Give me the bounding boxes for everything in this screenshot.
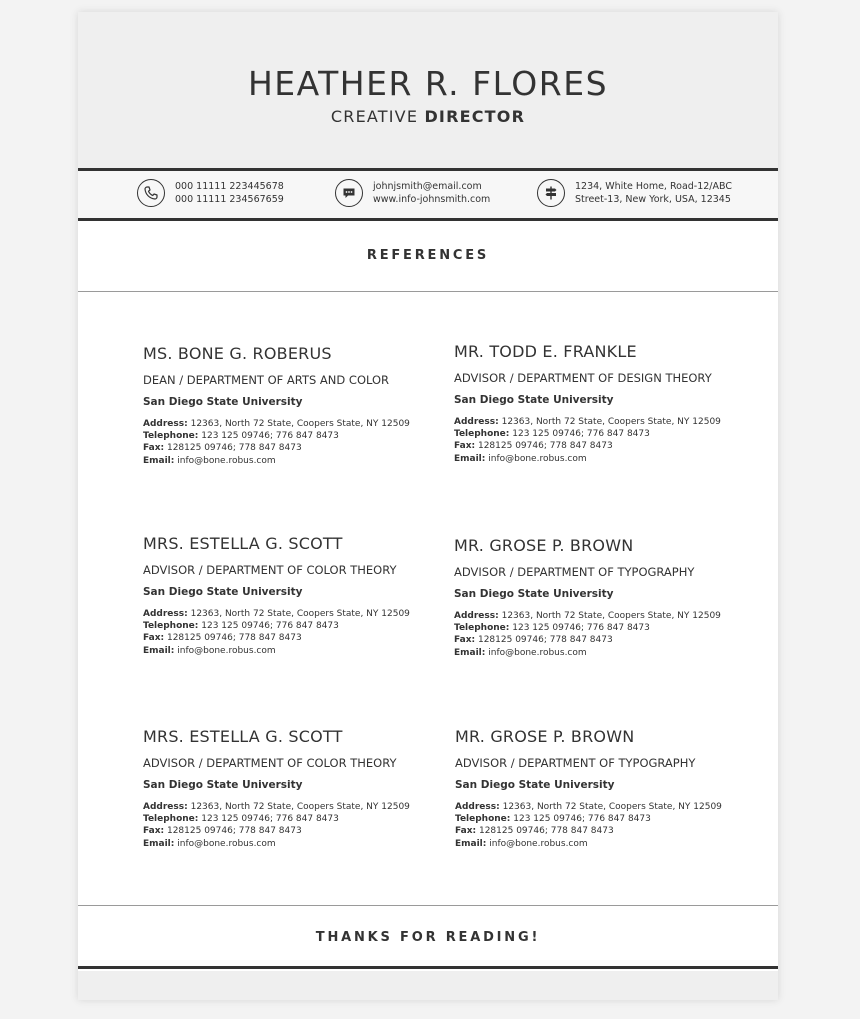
header [78,12,778,168]
chat-bubble-icon [335,179,363,207]
address-line-2: Street-13, New York, USA, 12345 [575,194,731,205]
reference-title: ADVISOR / DEPARTMENT OF TYPOGRAPHY [454,565,695,579]
reference-title: DEAN / DEPARTMENT OF ARTS AND COLOR [143,373,390,387]
resume-page [78,12,778,1000]
reference-address: 12363, North 72 State, Coopers State, NY 12509 [501,611,721,621]
reference-name: MR. TODD E. FRANKLE [454,342,637,361]
email-label: Email: [143,645,175,656]
reference-fax: 128125 09746; 778 847 8473 [477,635,613,646]
reference-telephone: 123 125 09746; 776 847 8473 [201,431,339,442]
telephone-label: Telephone: [143,814,199,825]
reference-email: info@bone.robus.com [177,838,276,849]
address-label: Address: [143,419,188,429]
reference-name: MR. GROSE P. BROWN [454,536,634,555]
footer-top-rule [78,905,778,906]
job-title-bold: DIRECTOR [424,107,526,126]
reference-organization: San Diego State University [454,394,614,406]
email-label: Email: [454,647,486,658]
contact-address [537,179,732,207]
reference-organization: San Diego State University [143,779,303,791]
reference-address: 12363, North 72 State, Coopers State, NY 12509 [190,419,410,429]
contact-phone [137,179,284,207]
applicant-name: HEATHER R. FLORES [247,64,609,103]
reference-email: info@bone.robus.com [488,647,587,658]
fax-label: Fax: [143,443,165,454]
references-rule [78,291,778,292]
contact-rule [78,218,778,221]
reference-address: 12363, North 72 State, Coopers State, NY 12509 [190,609,410,619]
references-heading: REFERENCES [366,248,490,263]
reference-email: info@bone.robus.com [177,455,276,466]
reference-name: MS. BONE G. ROBERUS [143,344,332,363]
reference-telephone: 123 125 09746; 776 847 8473 [201,621,339,632]
telephone-label: Telephone: [455,814,511,825]
email-line-2: www.info-johnsmith.com [373,194,491,205]
reference-fax: 128125 09746; 778 847 8473 [166,826,302,837]
reference-details [143,801,443,850]
footer-band [78,971,778,1000]
reference-fax: 128125 09746; 778 847 8473 [166,443,302,454]
email-label: Email: [143,838,175,849]
reference-title: ADVISOR / DEPARTMENT OF DESIGN THEORY [454,371,712,385]
telephone-label: Telephone: [143,431,199,442]
address-label: Address: [143,609,188,619]
reference-telephone: 123 125 09746; 776 847 8473 [513,814,651,825]
reference-address: 12363, North 72 State, Coopers State, NY 12509 [190,802,410,812]
telephone-label: Telephone: [454,623,510,634]
footer-bottom-rule [78,966,778,969]
reference-name: MR. GROSE P. BROWN [455,727,635,746]
reference-organization: San Diego State University [455,779,615,791]
fax-label: Fax: [143,826,165,837]
reference-details [143,608,443,657]
address-line-1: 1234, White Home, Road-12/ABC [575,181,732,192]
contact-email [335,179,490,207]
reference-details [455,801,755,850]
reference-address: 12363, North 72 State, Coopers State, NY 12509 [502,802,722,812]
address-label: Address: [143,802,188,812]
reference-card [143,534,443,657]
reference-telephone: 123 125 09746; 776 847 8473 [512,429,650,440]
reference-fax: 128125 09746; 778 847 8473 [166,633,302,644]
reference-name: MRS. ESTELLA G. SCOTT [143,534,343,553]
fax-label: Fax: [454,635,476,646]
reference-card [455,727,755,850]
signpost-icon [537,179,565,207]
reference-name: MRS. ESTELLA G. SCOTT [143,727,343,746]
telephone-label: Telephone: [454,429,510,440]
reference-title: ADVISOR / DEPARTMENT OF COLOR THEORY [143,563,397,577]
footer-message: THANKS FOR READING! [315,930,541,945]
reference-card [143,344,443,467]
reference-address: 12363, North 72 State, Coopers State, NY 12509 [501,417,721,427]
address-label: Address: [454,611,499,621]
reference-organization: San Diego State University [454,588,614,600]
email-line-1: johnjsmith@email.com [373,181,482,192]
job-title [78,107,778,126]
address-label: Address: [454,417,499,427]
reference-details [454,610,754,659]
reference-telephone: 123 125 09746; 776 847 8473 [201,814,339,825]
reference-fax: 128125 09746; 778 847 8473 [477,441,613,452]
phone-line-1: 000 11111 223445678 [175,181,284,192]
fax-label: Fax: [455,826,477,837]
contact-bar [78,171,778,218]
email-label: Email: [454,453,486,464]
reference-organization: San Diego State University [143,396,303,408]
reference-details [143,418,443,467]
fax-label: Fax: [454,441,476,452]
reference-title: ADVISOR / DEPARTMENT OF TYPOGRAPHY [455,756,696,770]
reference-email: info@bone.robus.com [489,838,588,849]
email-label: Email: [143,455,175,466]
reference-email: info@bone.robus.com [488,453,587,464]
reference-card [143,727,443,850]
fax-label: Fax: [143,633,165,644]
reference-title: ADVISOR / DEPARTMENT OF COLOR THEORY [143,756,397,770]
phone-line-2: 000 11111 234567659 [175,194,284,205]
reference-card [454,536,754,659]
phone-icon [137,179,165,207]
telephone-label: Telephone: [143,621,199,632]
address-label: Address: [455,802,500,812]
reference-details [454,416,754,465]
reference-email: info@bone.robus.com [177,645,276,656]
reference-card [454,342,754,465]
email-label: Email: [455,838,487,849]
reference-organization: San Diego State University [143,586,303,598]
reference-fax: 128125 09746; 778 847 8473 [478,826,614,837]
job-title-light: CREATIVE [330,107,419,126]
reference-telephone: 123 125 09746; 776 847 8473 [512,623,650,634]
